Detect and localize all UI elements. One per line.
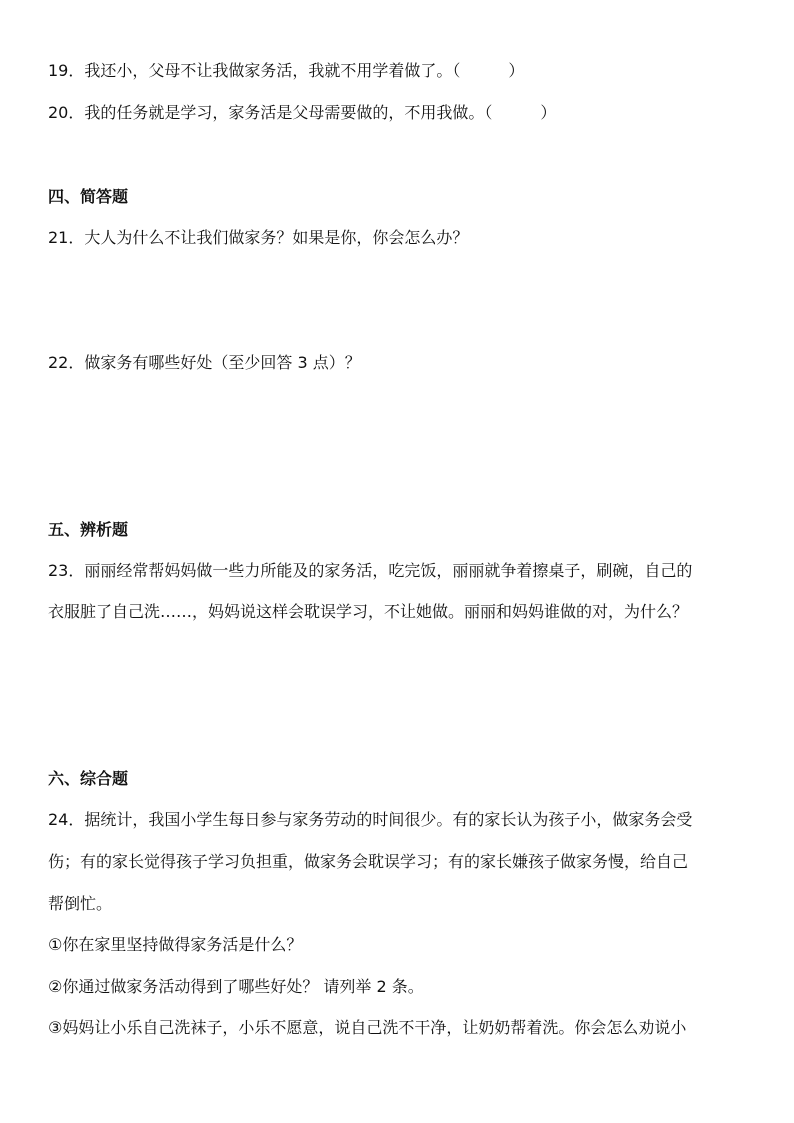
question-21: 21．大人为什么不让我们做家务？如果是你，你会怎么办？ — [48, 228, 469, 247]
question-24-line-2: 伤；有的家长觉得孩子学习负担重，做家务会耽误学习；有的家长嫌孩子做家务慢，给自己 — [48, 852, 689, 871]
question-19: 19．我还小，父母不让我做家务活，我就不用学着做了。（ ） — [48, 61, 525, 80]
question-24-sub-3: ③妈妈让小乐自己洗袜子，小乐不愿意，说自己洗不干净，让奶奶帮着洗。你会怎么劝说小 — [48, 1018, 687, 1037]
question-20: 20．我的任务就是学习，家务活是父母需要做的，不用我做。（ ） — [48, 103, 557, 122]
section-4-title: 四、简答题 — [48, 187, 129, 206]
question-24-line-1: 24．据统计，我国小学生每日参与家务劳动的时间很少。有的家长认为孩子小，做家务会受 — [48, 810, 693, 829]
question-24-sub-1: ①你在家里坚持做得家务活是什么？ — [48, 935, 303, 954]
question-24-line-3: 帮倒忙。 — [48, 894, 113, 913]
question-24-sub-2: ②你通过做家务活动得到了哪些好处？ 请列举 2 条。 — [48, 977, 424, 996]
question-23-line-2: 衣服脏了自己洗……，妈妈说这样会耽误学习，不让她做。丽丽和妈妈谁做的对，为什么？ — [48, 602, 689, 621]
section-5-title: 五、辨析题 — [48, 520, 129, 539]
section-6-title: 六、综合题 — [48, 769, 129, 788]
question-22: 22．做家务有哪些好处（至少回答 3 点）？ — [48, 353, 361, 372]
question-23-line-1: 23．丽丽经常帮妈妈做一些力所能及的家务活，吃完饭，丽丽就争着擦桌子，刷碗，自己的 — [48, 561, 693, 580]
